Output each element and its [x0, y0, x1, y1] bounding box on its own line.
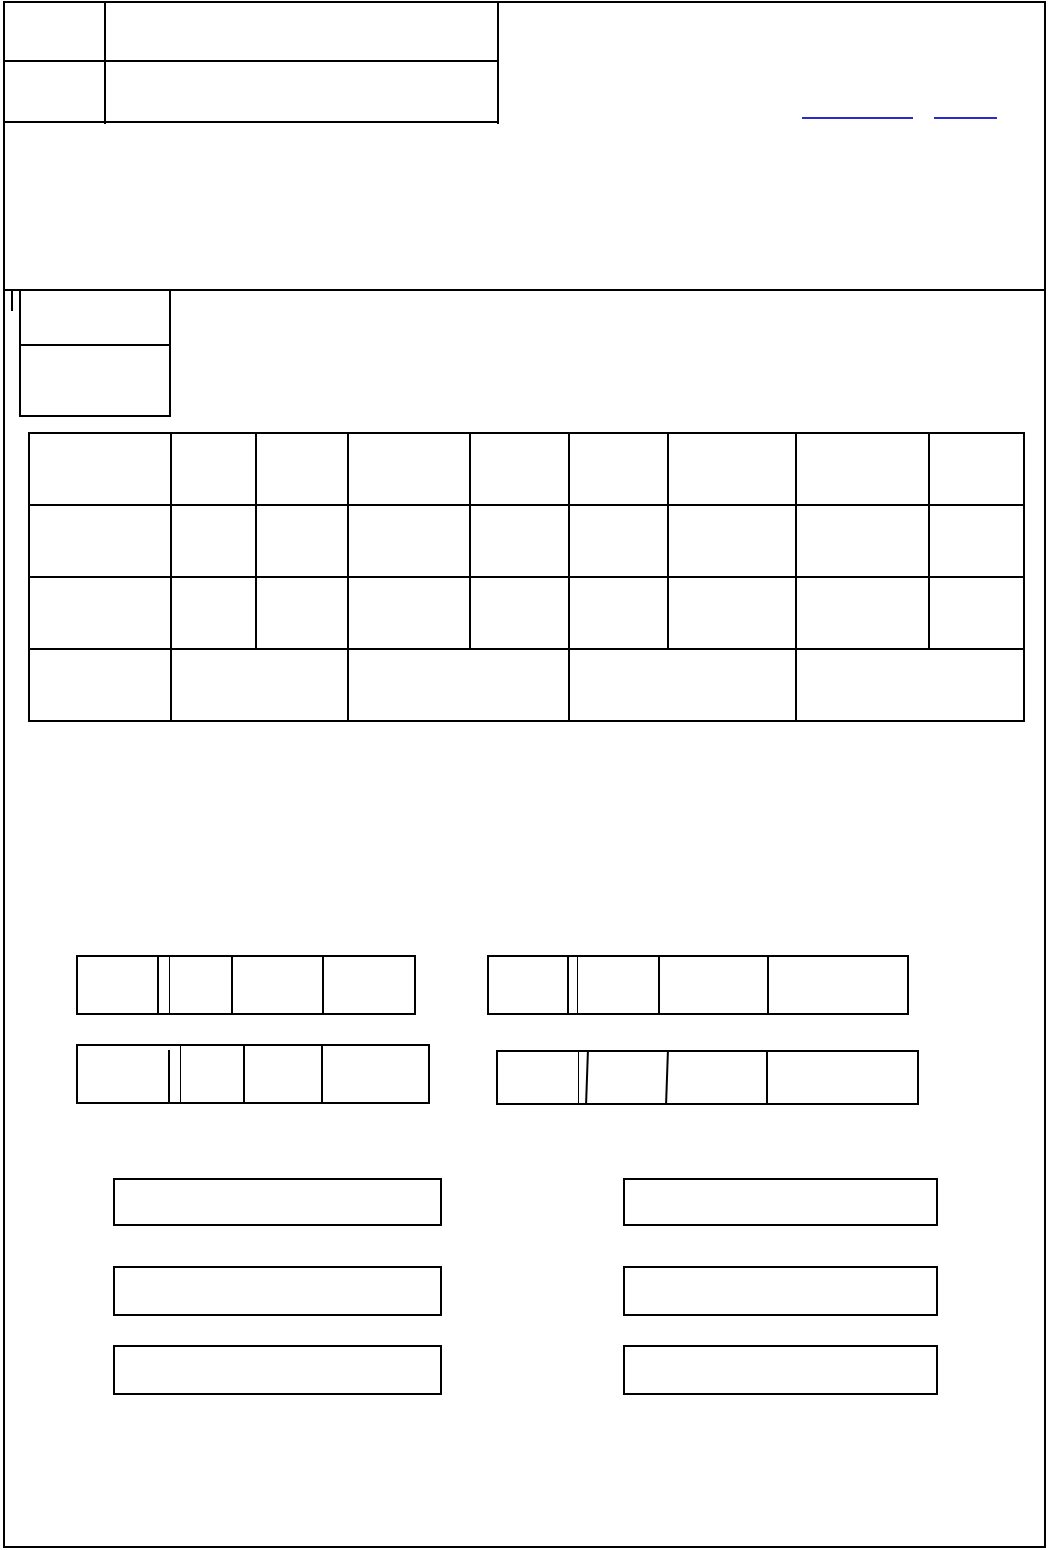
segment-box-left-2: [76, 1044, 430, 1104]
table-row: [30, 506, 1023, 575]
header-link-2[interactable]: [934, 117, 997, 119]
header-link-1[interactable]: [802, 117, 913, 119]
blank-field-left-2[interactable]: [113, 1266, 442, 1316]
table-row: [30, 578, 1023, 647]
table-header-row: [30, 434, 1023, 503]
header-label-1: [5, 3, 103, 59]
blank-field-right-3[interactable]: [623, 1345, 938, 1395]
segment-box-right-1: [487, 955, 909, 1015]
blank-field-left-1[interactable]: [113, 1178, 442, 1226]
section-label-box: [19, 291, 172, 417]
blank-field-right-1[interactable]: [623, 1178, 938, 1226]
blank-field-right-2[interactable]: [623, 1266, 938, 1316]
blank-field-left-3[interactable]: [113, 1345, 442, 1395]
table-summary-row: [30, 650, 1023, 720]
segment-box-right-2: [496, 1050, 919, 1105]
header-value-1: [107, 3, 495, 59]
header-label-2: [5, 63, 103, 120]
header-value-2: [107, 63, 495, 120]
form-table: [28, 432, 1025, 722]
margin-tick: [11, 291, 13, 311]
segment-box-left-1: [76, 955, 416, 1015]
header-grid: [3, 1, 499, 124]
